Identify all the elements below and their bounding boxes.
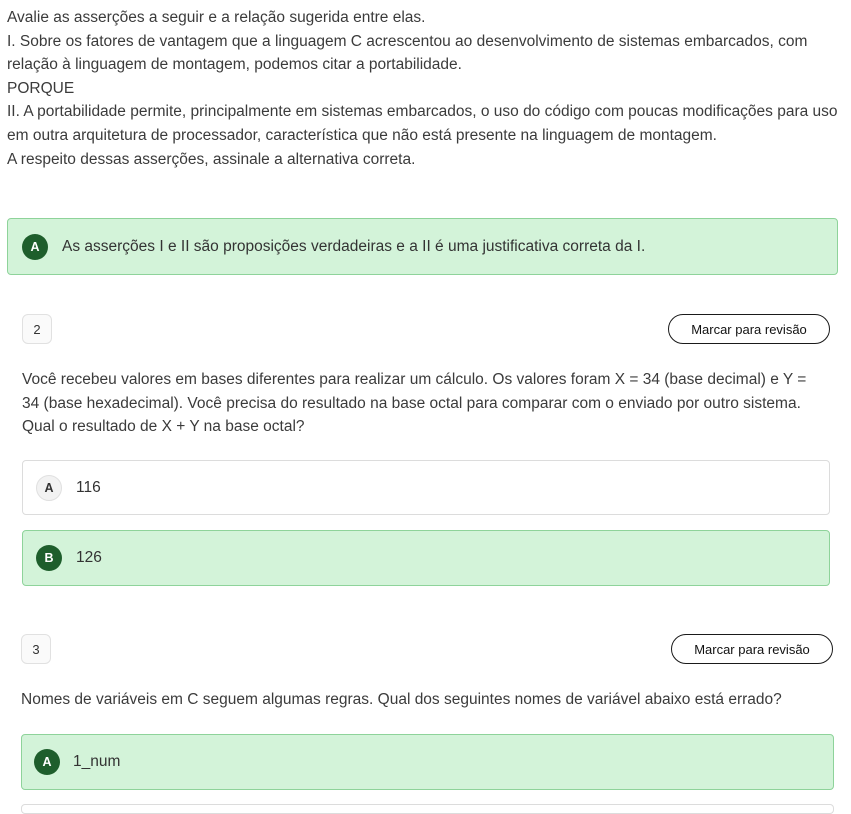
question-1-line: A respeito dessas asserções, assinale a alternativa correta. [7, 150, 416, 168]
question-2-option-b[interactable] [22, 530, 830, 586]
option-letter-badge: A [22, 234, 48, 260]
option-letter-badge: A [36, 475, 62, 501]
question-3-review-button[interactable]: Marcar para revisão [671, 634, 833, 664]
option-letter-badge: A [34, 749, 60, 775]
question-2-text: Você recebeu valores em bases diferentes para realizar um cálculo. Os valores foram X = 34 (base decimal) e Y = 34 (base hexadecimal). Você precisa do resultado na base octal para comparar com o enviado por outro sistema. Qual o resultado de X + Y na base octal? [22, 371, 807, 436]
question-2-option-a[interactable] [22, 460, 830, 515]
option-text: 1_num [73, 753, 121, 770]
question-3-option-b[interactable] [21, 804, 834, 814]
question-1-line: PORQUE [7, 79, 75, 97]
question-3-number: 3 [21, 634, 51, 664]
option-text: 126 [76, 549, 102, 566]
question-1-line: I. Sobre os fatores de vantagem que a linguagem C acrescentou ao desenvolvimento de sistemas embarcados, com relação à linguagem de montagem, podemos citar a portabilidade. [7, 32, 808, 74]
option-letter-badge: B [36, 545, 62, 571]
question-1-line: II. A portabilidade permite, principalmente em sistemas embarcados, o uso do código com poucas modificações para uso em outra arquitetura de processador, característica que não está presente na linguagem de montagem. [7, 103, 838, 144]
question-1-option-a[interactable] [7, 218, 838, 275]
question-3-text: Nomes de variáveis em C seguem algumas regras. Qual dos seguintes nomes de variável abaixo está errado? [21, 691, 782, 708]
option-text: 116 [76, 478, 101, 496]
question-1-line: Avalie as asserções a seguir e a relação sugerida entre elas. [7, 9, 426, 26]
option-text: As asserções I e II são proposições verdadeiras e a II é uma justificativa correta da I. [62, 237, 646, 255]
question-2-number: 2 [22, 314, 52, 344]
question-3-option-a[interactable] [21, 734, 834, 790]
question-2-review-button[interactable]: Marcar para revisão [668, 314, 830, 344]
question-1-text [7, 6, 843, 171]
